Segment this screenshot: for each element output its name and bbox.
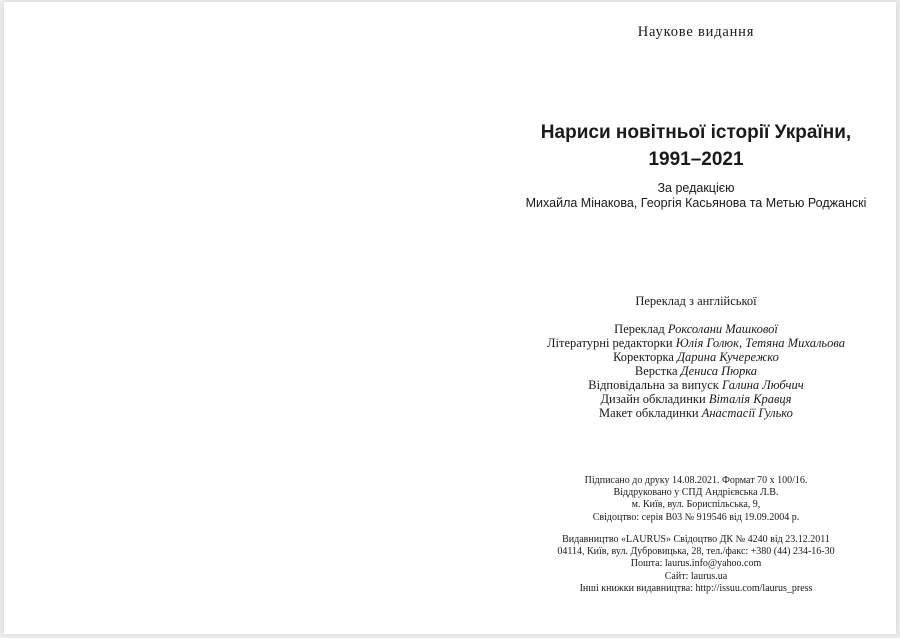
publisher-line: Видавництво «LAURUS» Свідоцтво ДК № 4240 від 23.12.2011 — [562, 534, 830, 545]
editors-intro: За редакцією — [657, 181, 735, 195]
imprint-line: Віддруковано у СПД Андрієвська Л.В. — [613, 487, 779, 499]
credit-name: Віталія Кравця — [708, 392, 792, 406]
imprint-block — [486, 475, 900, 524]
credit-line — [486, 364, 900, 378]
credit-role: Літературні редакторки — [547, 336, 673, 350]
credit-name: Юлія Голюк, Тетяна Михальова — [675, 336, 845, 350]
editors-names: Михайла Мінакова, Георгія Касьянова та Метью Роджанскі — [525, 196, 867, 210]
series-label: Наукове видання — [637, 24, 755, 40]
publisher-line: 04114, Київ, вул. Дубровицька, 28, тел./факс: +380 (44) 234-16-30 — [557, 546, 835, 558]
credit-role: Верстка — [634, 364, 678, 378]
credit-line — [486, 378, 900, 392]
credit-line — [486, 406, 900, 420]
book-title — [486, 119, 900, 173]
publisher-email: Пошта: laurus.info@yahoo.com — [630, 558, 762, 570]
credit-name: Анастасії Гулько — [701, 406, 793, 420]
imprint-line: Підписано до друку 14.08.2021. Формат 70 х 100/16. — [584, 475, 808, 486]
imprint-line: м. Київ, вул. Бориспільська, 9, — [631, 499, 761, 511]
credit-role: Переклад — [614, 322, 665, 336]
credit-name: Галина Любчич — [721, 378, 804, 392]
credit-role: Макет обкладинки — [599, 406, 699, 420]
credit-role: Дизайн обкладинки — [600, 392, 706, 406]
book-title-line-2: 1991–2021 — [648, 149, 744, 170]
book-page — [4, 2, 896, 634]
credit-line — [486, 322, 900, 336]
credit-name: Роксолани Машкової — [667, 322, 778, 336]
imprint-line: Свідоцтво: серія В03 № 919546 від 19.09.2004 р. — [592, 511, 800, 523]
credit-line — [486, 392, 900, 406]
credit-line — [486, 350, 900, 364]
credits-block — [486, 322, 900, 420]
credit-name: Дарина Кучережко — [677, 350, 779, 364]
editors-block — [486, 181, 900, 211]
book-title-line-1: Нариси новітньої історії України, — [540, 122, 852, 143]
credit-role: Коректорка — [613, 350, 674, 364]
publisher-website: Сайт: laurus.ua — [664, 570, 728, 582]
publisher-link: Інші книжки видавництва: http://issuu.com/laurus_press — [579, 582, 813, 594]
translation-note: Переклад з англійської — [635, 294, 757, 308]
credit-name: Дениса Пюрка — [680, 364, 758, 378]
publisher-block — [486, 534, 900, 595]
credit-line — [486, 336, 900, 350]
credit-role: Відповідальна за випуск — [588, 378, 719, 392]
